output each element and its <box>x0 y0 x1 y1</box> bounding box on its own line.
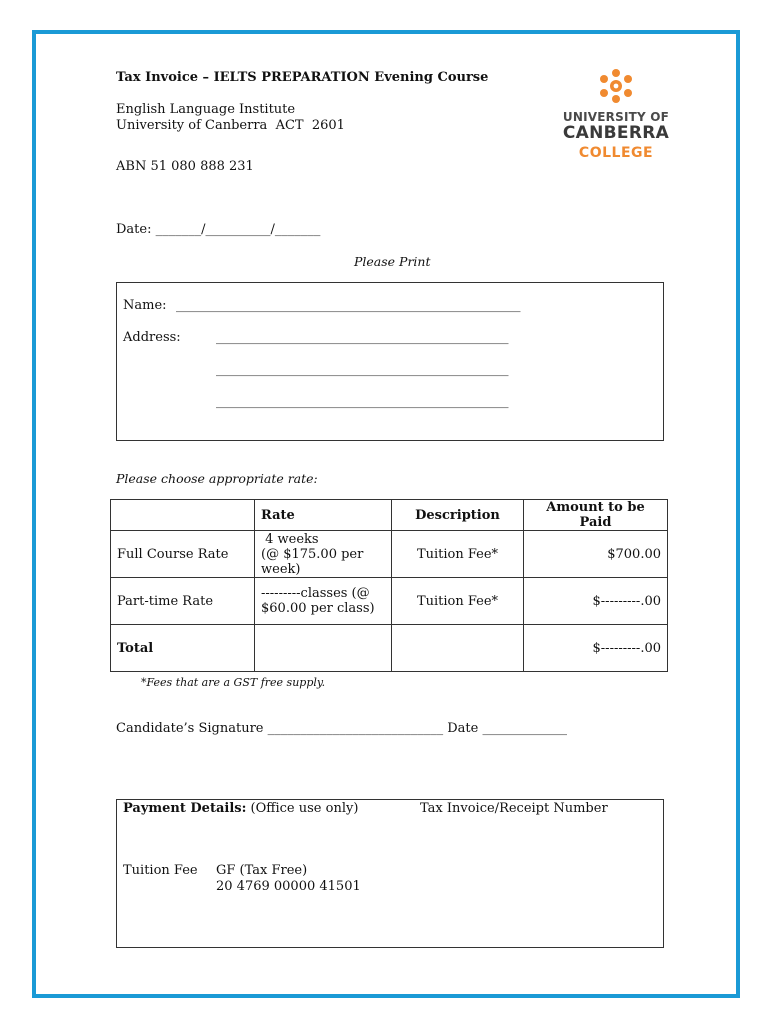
address-field-line-3[interactable]: _____________________________________________ <box>216 394 509 409</box>
name-label: Name: <box>123 298 167 313</box>
row-label: Full Course Rate <box>111 531 255 578</box>
total-rate-empty <box>255 625 392 672</box>
rate-prompt: Please choose appropriate rate: <box>116 471 318 486</box>
row-label: Part-time Rate <box>111 578 255 625</box>
rate-line-2: $60.00 per class) <box>261 601 375 616</box>
table-row-total <box>111 625 668 672</box>
payment-details-box <box>116 799 664 948</box>
total-amount[interactable]: $---------.00 <box>524 625 668 672</box>
row-amount[interactable]: $---------.00 <box>524 578 668 625</box>
table-row[interactable] <box>111 531 668 578</box>
gst-note: *Fees that are a GST free supply. <box>141 676 326 689</box>
row-description: Tuition Fee* <box>392 578 524 625</box>
date-field[interactable]: Date: _______/__________/_______ <box>116 222 321 237</box>
invoice-title: Tax Invoice – IELTS PREPARATION Evening Course <box>116 70 489 85</box>
header-cell-description: Description <box>392 500 524 531</box>
address-field-line-1[interactable]: _____________________________________________ <box>216 330 509 345</box>
header-cell-amount: Amount to be Paid <box>524 500 668 531</box>
org-address: University of Canberra ACT 2601 <box>116 118 345 133</box>
payment-heading <box>123 801 358 816</box>
row-amount: $700.00 <box>524 531 668 578</box>
rates-table <box>110 499 668 672</box>
header-cell-empty <box>111 500 255 531</box>
fee-account: 20 4769 00000 41501 <box>216 879 361 894</box>
rate-line-1: 4 weeks <box>261 531 319 547</box>
rate-line-2: (@ $175.00 per <box>261 546 364 562</box>
row-description: Tuition Fee* <box>392 531 524 578</box>
name-field[interactable]: _____________________________________________________ <box>176 298 521 313</box>
logo-line-2: CANBERRA <box>562 123 670 143</box>
please-print-note: Please Print <box>354 254 431 269</box>
rate-line-3: week) <box>261 561 301 577</box>
total-label: Total <box>111 625 255 672</box>
table-header-row <box>111 500 668 531</box>
abn: ABN 51 080 888 231 <box>116 159 254 174</box>
tuition-fee-label: Tuition Fee <box>123 863 198 878</box>
payment-heading-note: (Office use only) <box>246 801 359 816</box>
rate-line-1: ---------classes (@ <box>261 586 370 601</box>
address-field-line-2[interactable]: _____________________________________________ <box>216 362 509 377</box>
signature-line[interactable]: Candidate’s Signature ___________________________ Date _____________ <box>116 721 567 736</box>
fee-code: GF (Tax Free) <box>216 863 308 878</box>
university-logo <box>560 66 672 166</box>
total-description-empty <box>392 625 524 672</box>
logo-line-3: COLLEGE <box>578 145 654 161</box>
org-name: English Language Institute <box>116 102 296 117</box>
table-row[interactable] <box>111 578 668 625</box>
address-label: Address: <box>123 330 181 345</box>
row-rate[interactable] <box>255 578 392 625</box>
header-cell-rate: Rate <box>255 500 392 531</box>
logo-line-1: UNIVERSITY OF <box>562 110 670 124</box>
row-rate <box>255 531 392 578</box>
receipt-number-label: Tax Invoice/Receipt Number <box>420 801 608 816</box>
payment-heading-bold: Payment Details: <box>123 801 247 816</box>
